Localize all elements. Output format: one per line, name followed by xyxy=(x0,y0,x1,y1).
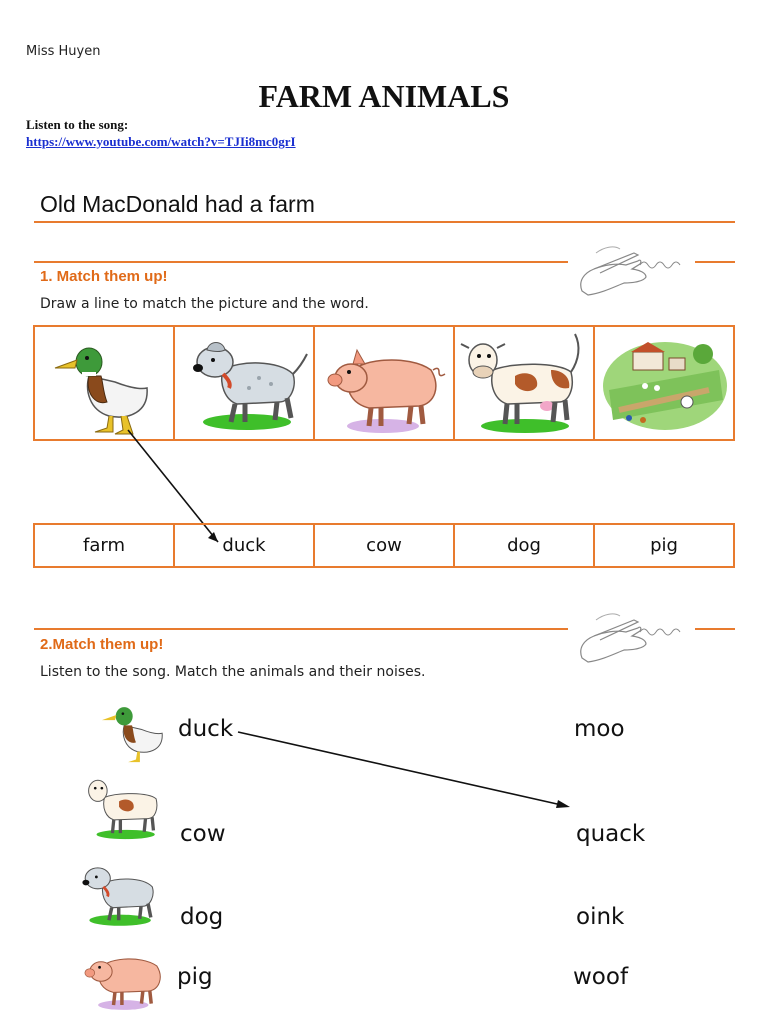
noise-word-quack: quack xyxy=(576,821,646,847)
section2-instruction: Listen to the song. Match the animals and their noises. xyxy=(40,664,426,680)
page-title: FARM ANIMALS xyxy=(258,78,510,114)
word-cell[interactable]: dog xyxy=(454,524,594,567)
word-cell[interactable]: cow xyxy=(314,524,454,567)
section1-instruction: Draw a line to match the picture and the word. xyxy=(40,296,369,312)
cow-icon xyxy=(459,330,589,436)
song-title: Old MacDonald had a farm xyxy=(40,191,315,217)
writing-hand-icon xyxy=(574,610,690,665)
word-cell[interactable]: duck xyxy=(174,524,314,567)
animal-word-pig: pig xyxy=(177,964,213,990)
noise-word-woof: woof xyxy=(573,964,629,990)
duck-icon xyxy=(49,330,159,436)
teacher-name: Miss Huyen xyxy=(26,44,101,59)
example-noise-arrow xyxy=(236,728,576,812)
pig-icon xyxy=(78,938,170,1012)
pig-icon xyxy=(319,330,449,436)
section2-divider-left xyxy=(34,628,568,630)
cow-icon xyxy=(82,770,168,842)
animal-word-dog: dog xyxy=(180,904,224,930)
dog-icon xyxy=(179,330,309,436)
picture-cell-cow[interactable] xyxy=(454,326,594,440)
song-link[interactable]: https://www.youtube.com/watch?v=TJIi8mc0grI xyxy=(26,134,296,149)
word-cell[interactable]: farm xyxy=(34,524,174,567)
picture-cell-farm[interactable] xyxy=(594,326,734,440)
word-cell[interactable]: pig xyxy=(594,524,734,567)
noise-word-moo: moo xyxy=(574,716,625,742)
noise-word-oink: oink xyxy=(576,904,625,930)
section2-divider-right xyxy=(695,628,735,630)
dog-icon xyxy=(68,856,168,930)
writing-hand-icon xyxy=(574,243,690,298)
farm-icon xyxy=(599,330,729,436)
section2-title: 2.Match them up! xyxy=(40,636,164,653)
picture-row xyxy=(33,325,735,441)
animal-word-cow: cow xyxy=(180,821,226,847)
picture-cell-pig[interactable] xyxy=(314,326,454,440)
picture-cell-dog[interactable] xyxy=(174,326,314,440)
duck-icon xyxy=(98,694,170,766)
section1-title: 1. Match them up! xyxy=(40,268,168,285)
animal-word-duck: duck xyxy=(178,716,234,742)
word-row xyxy=(33,523,735,568)
listen-label: Listen to the song: xyxy=(26,117,129,132)
section1-divider-right xyxy=(695,261,735,263)
picture-cell-duck[interactable] xyxy=(34,326,174,440)
title-divider xyxy=(34,221,735,223)
section1-divider-left xyxy=(34,261,568,263)
